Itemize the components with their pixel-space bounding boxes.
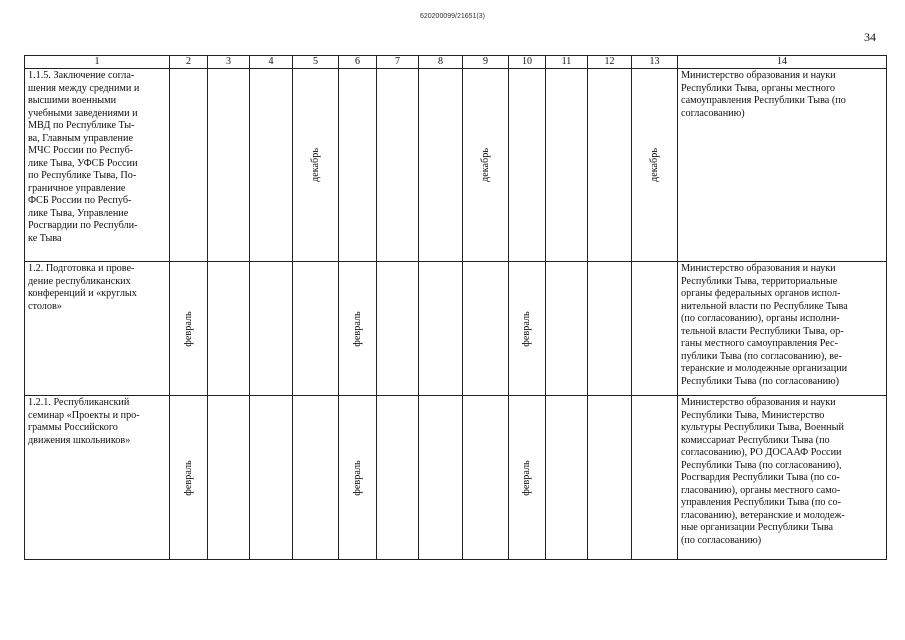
column-number: 12: [588, 56, 632, 69]
month-cell: [339, 262, 377, 396]
column-number: 4: [250, 56, 293, 69]
document-id: 620200099/21651(3): [419, 13, 485, 20]
column-number: 10: [509, 56, 546, 69]
column-number: 3: [208, 56, 250, 69]
month-label: февраль: [182, 310, 194, 347]
month-cell: [170, 262, 208, 396]
month-label: декабрь: [309, 148, 321, 182]
plan-table: [24, 55, 887, 560]
month-label: февраль: [182, 459, 194, 496]
month-cell: [509, 396, 546, 560]
table-row: [25, 396, 887, 560]
responsible-cell: Министерство образования и науки Республики Тыва, территориальные органы федеральных органов испол- нительной власти по Республике Тыва (по согласованию), органы исполни- тельной власти Республики Тыва, ор- ганы местного самоуправления Рес- публики Тыва (по согласованию), ве- теранские и молодежные организации Республики Тыва (по согласованию): [678, 262, 887, 396]
month-label: февраль: [520, 459, 532, 496]
month-label: декабрь: [648, 148, 660, 182]
table-row: [25, 262, 887, 396]
event-cell: 1.2.1. Республиканский семинар «Проекты и про- граммы Российского движения школьников»: [25, 396, 170, 560]
column-number: 8: [419, 56, 463, 69]
month-label: декабрь: [479, 148, 491, 182]
column-number: 14: [678, 56, 887, 69]
month-label: февраль: [351, 459, 363, 496]
column-number: 2: [170, 56, 208, 69]
month-cell: [170, 396, 208, 560]
month-cell: [509, 262, 546, 396]
event-cell: 1.2. Подготовка и прове- дение республиканских конференций и «круглых столов»: [25, 262, 170, 396]
column-number: 6: [339, 56, 377, 69]
page-number: 34: [864, 30, 876, 44]
table-row: [25, 69, 887, 262]
column-number: 1: [25, 56, 170, 69]
event-cell: 1.1.5. Заключение согла- шения между средними и высшими военными учебными заведениями и МВД по Республике Ты- ва, Главным управление МЧС России по Респуб- лике Тыва, УФСБ России по Республике Тыва, По- граничное управление ФСБ России по Респуб- лике Тыва, Управление Росгвардии по Республи- ке Тыва: [25, 69, 170, 262]
column-number: 7: [377, 56, 419, 69]
month-cell: [463, 69, 509, 262]
month-cell: [293, 69, 339, 262]
column-numbers-row: [25, 56, 887, 69]
column-number: 5: [293, 56, 339, 69]
month-label: февраль: [351, 310, 363, 347]
column-number: 13: [632, 56, 678, 69]
month-cell: [632, 69, 678, 262]
month-label: февраль: [520, 310, 532, 347]
month-cell: [339, 396, 377, 560]
column-number: 11: [546, 56, 588, 69]
column-number: 9: [463, 56, 509, 69]
responsible-cell: Министерство образования и науки Республики Тыва, органы местного самоуправления Республики Тыва (по согласованию): [678, 69, 887, 262]
responsible-cell: Министерство образования и науки Республики Тыва, Министерство культуры Республики Тыва, Военный комиссариат Республики Тыва (по согласованию), РО ДОСААФ России Республики Тыва (по согласованию), Росгвардия Республики Тыва (по со- гласованию), органы местного само- управления Республики Тыва (по со- гласованию), ветеранские и молодеж- ные организации Республики Тыва (по согласованию): [678, 396, 887, 560]
